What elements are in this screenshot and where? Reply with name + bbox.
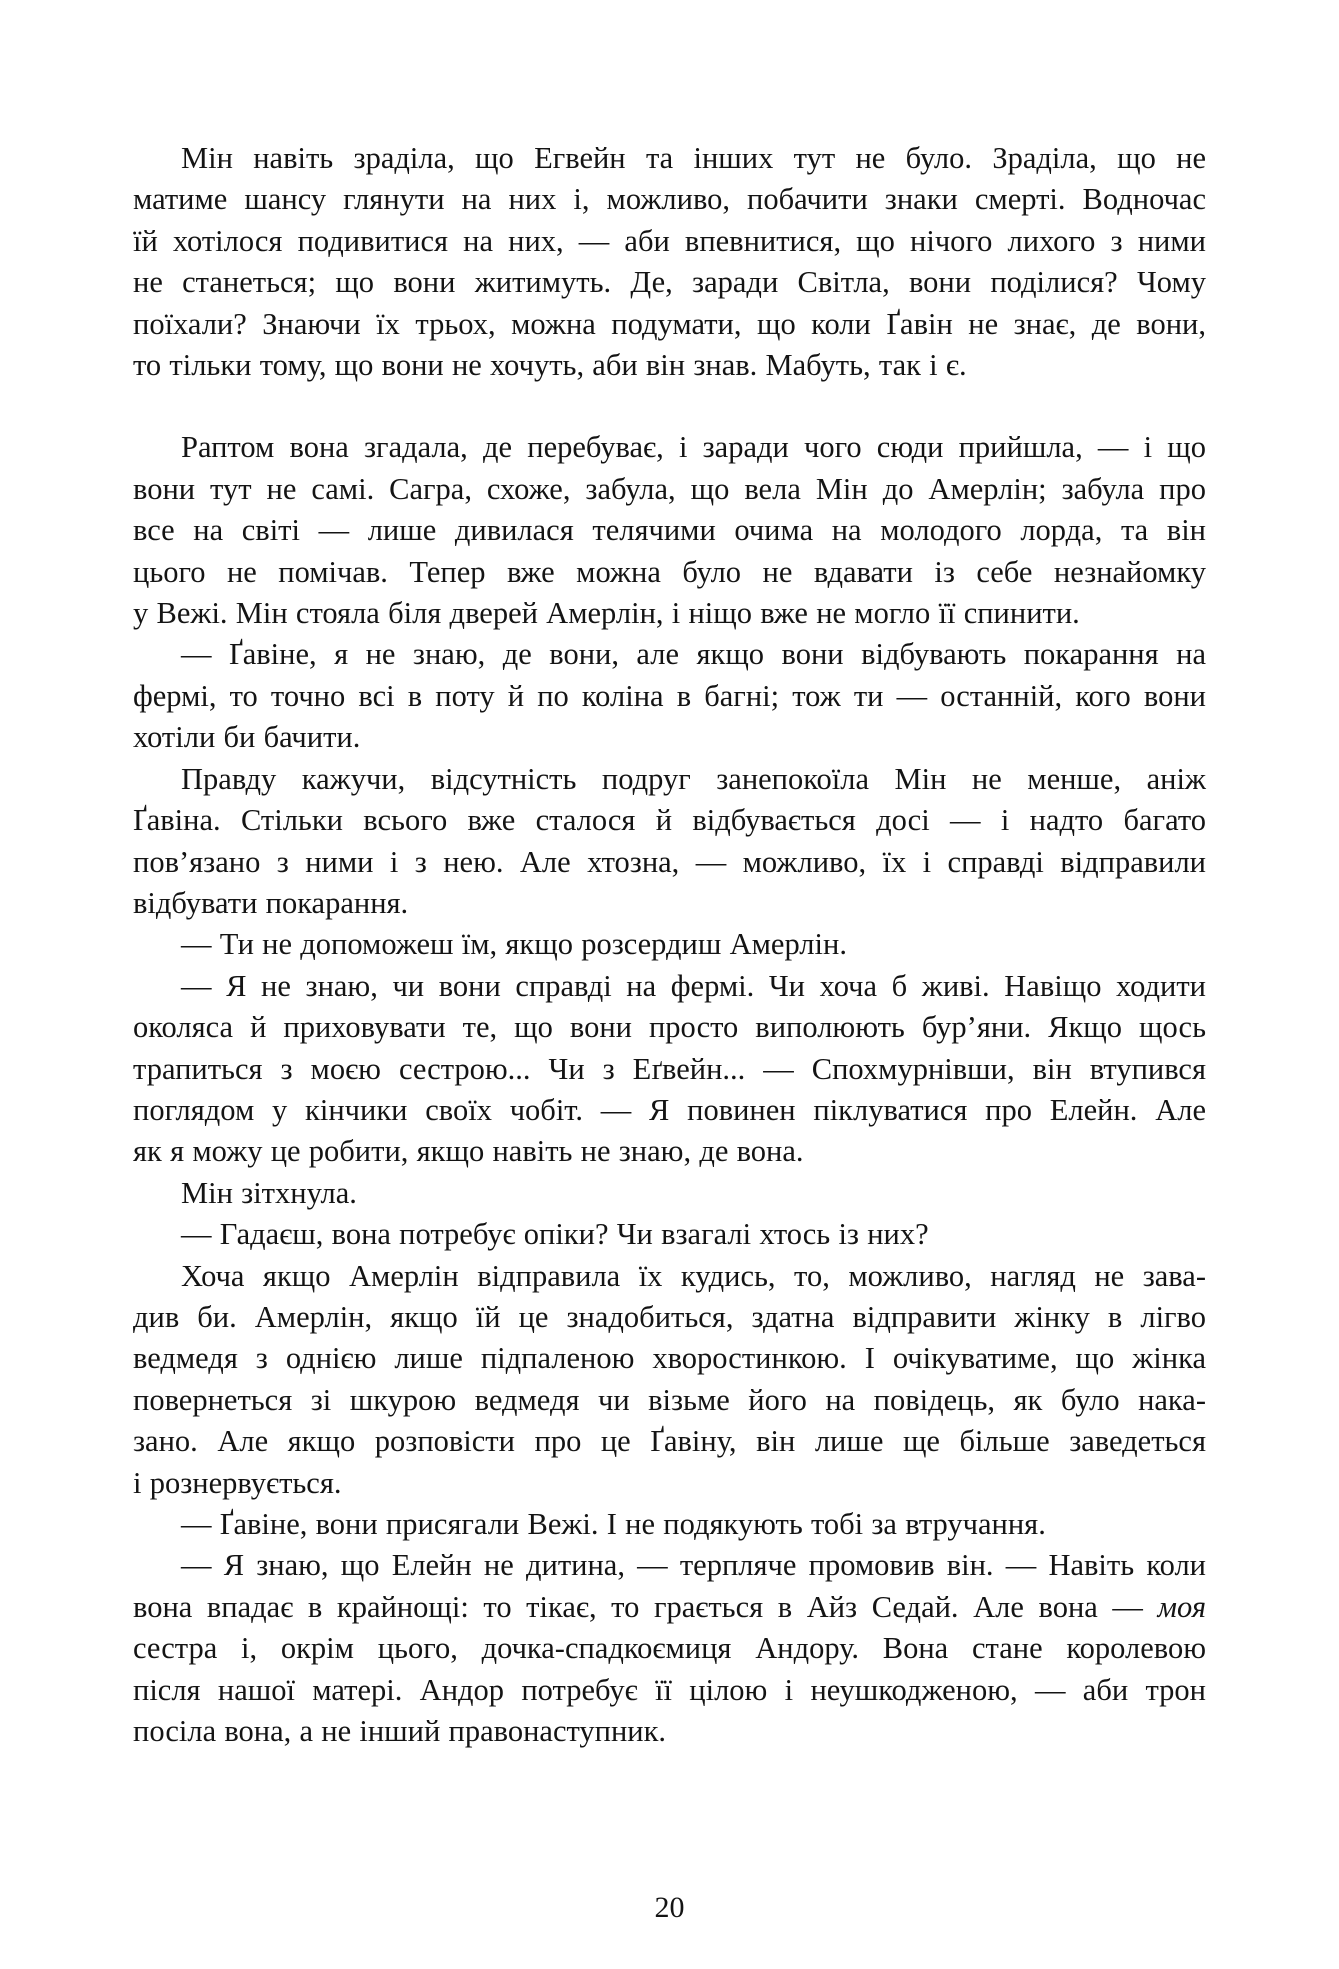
paragraph: [133, 1256, 1206, 1504]
paragraph: [133, 924, 1206, 965]
text-segment: Раптом вона згадала, де перебуває, і заради чого сюди прийшла, — і що: [181, 430, 1206, 465]
text-line: [133, 221, 1206, 262]
text-segment: після нашої матері. Андор потребує її цілою і неушкодженою, — аби трон: [133, 1672, 1206, 1707]
paragraph: [133, 1214, 1206, 1255]
text-line: [133, 138, 1206, 179]
text-line: [133, 1421, 1206, 1462]
text-line: [133, 717, 1206, 758]
text-segment: то тільки тому, що вони не хочуть, аби він знав. Мабуть, так і є.: [133, 348, 967, 383]
emphasized-text: моя: [1157, 1589, 1206, 1624]
text-segment: не станеться; що вони житимуть. Де, заради Світла, вони поділися? Чому: [133, 265, 1206, 300]
text-line: [133, 842, 1206, 883]
text-segment: — Я знаю, що Елейн не дитина, — терпляче промовив він. — Навіть коли: [181, 1548, 1206, 1583]
text-line: [133, 1670, 1206, 1711]
text-segment: фермі, то точно всі в поту й по коліна в багні; тож ти — останній, кого вони: [133, 678, 1206, 713]
text-line: [133, 1007, 1206, 1048]
paragraph: [133, 1173, 1206, 1214]
text-segment: як я можу це робити, якщо навіть не знаю, де вона.: [133, 1134, 804, 1169]
text-segment: — Гадаєш, вона потребує опіки? Чи взагалі хтось із них?: [181, 1217, 929, 1252]
text-line: [133, 552, 1206, 593]
text-segment: — Ґавіне, я не знаю, де вони, але якщо вони відбувають покарання на: [181, 637, 1206, 672]
text-line: [133, 634, 1206, 675]
text-line: [133, 676, 1206, 717]
text-line: [133, 1711, 1206, 1752]
text-line: [133, 262, 1206, 303]
text-segment: матиме шансу глянути на них і, можливо, побачити знаки смерті. Водночас: [133, 182, 1206, 217]
text-segment: і рознервується.: [133, 1465, 342, 1500]
text-line: [133, 593, 1206, 634]
scene-break: [133, 386, 1206, 427]
text-line: [133, 1545, 1206, 1586]
text-segment: див би. Амерлін, якщо їй це знадобиться, здатна відправити жінку в лігво: [133, 1299, 1206, 1334]
text-segment: Мін навіть зраділа, що Егвейн та інших тут не було. Зраділа, що не: [181, 141, 1206, 175]
text-segment: їй хотілося подивитися на них, — аби впевнитися, що нічого лихого з ними: [133, 223, 1206, 258]
text-segment: ведмедя з однією лише підпаленою хворостинкою. І очікуватиме, що жінка: [133, 1341, 1206, 1376]
text-segment: — Ґавіне, вони присягали Вежі. І не подякують тобі за втручання.: [181, 1507, 1046, 1541]
text-segment: Мін зітхнула.: [181, 1175, 357, 1210]
text-line: [133, 304, 1206, 345]
text-segment: — Я не знаю, чи вони справді на фермі. Чи хоча б живі. Навіщо ходити: [181, 968, 1206, 1003]
text-segment: цього не помічав. Тепер вже можна було не вдавати із себе незнайомку: [133, 554, 1206, 589]
text-line: [133, 1173, 1206, 1214]
text-line: [133, 883, 1206, 924]
text-line: [133, 1338, 1206, 1379]
text-line: [133, 1214, 1206, 1255]
text-line: [133, 1297, 1206, 1338]
text-segment: околяса й приховувати те, що вони просто виполюють бур’яни. Якщо щось: [133, 1010, 1206, 1045]
text-line: [133, 1131, 1206, 1172]
page-number: 20: [654, 1891, 685, 1924]
text-segment: відбувати покарання.: [133, 885, 409, 920]
text-segment: пов’язано з ними і з нею. Але хтозна, — можливо, їх і справді відправили: [133, 844, 1206, 879]
paragraph: [133, 759, 1206, 925]
text-line: [133, 1587, 1206, 1628]
text-line: [133, 1628, 1206, 1669]
text-line: [133, 1090, 1206, 1131]
text-segment: все на світі — лише дивилася телячими очима на молодого лорда, та він: [133, 513, 1206, 548]
paragraph: [133, 966, 1206, 1173]
paragraph: [133, 1545, 1206, 1752]
text-line: [133, 510, 1206, 551]
paragraph: [133, 1504, 1206, 1545]
text-segment: поїхали? Знаючи їх трьох, можна подумати, що коли Ґавін не знає, де вони,: [133, 306, 1206, 341]
text-segment: хотіли би бачити.: [133, 720, 361, 755]
text-segment: сестра і, окрім цього, дочка-спадкоємиця Андору. Вона стане королевою: [133, 1631, 1206, 1666]
text-line: [133, 1463, 1206, 1504]
paragraph: [133, 427, 1206, 634]
text-segment: у Вежі. Мін стояла біля дверей Амерлін, і ніщо вже не могло її спинити.: [133, 596, 1080, 631]
text-segment: вони тут не самі. Сагра, схоже, забула, що вела Мін до Амерлін; забула про: [133, 471, 1206, 506]
text-line: [133, 469, 1206, 510]
text-line: [133, 427, 1206, 468]
text-line: [133, 966, 1206, 1007]
text-segment: зано. Але якщо розповісти про це Ґавіну, він лише ще більше заведеться: [133, 1424, 1206, 1459]
text-segment: поглядом у кінчики своїх чобіт. — Я повинен піклуватися про Елейн. Але: [133, 1092, 1206, 1127]
paragraph: [133, 138, 1206, 386]
text-segment: посіла вона, а не інший правонаступник.: [133, 1714, 667, 1749]
text-line: [133, 800, 1206, 841]
text-segment: — Ти не допоможеш їм, якщо розсердиш Амерлін.: [181, 927, 847, 962]
text-segment: вона впадає в крайнощі: то тікає, то грається в Айз Седай. Але вона —: [133, 1589, 1158, 1624]
paragraph: [133, 634, 1206, 758]
text-segment: Правду кажучи, відсутність подруг занепокоїла Мін не менше, аніж: [181, 761, 1206, 796]
text-line: [133, 924, 1206, 965]
text-line: [133, 179, 1206, 220]
text-line: [133, 1380, 1206, 1421]
text-line: [133, 1256, 1206, 1297]
text-line: [133, 759, 1206, 800]
page-text-block: [133, 138, 1206, 1752]
text-line: [133, 345, 1206, 386]
text-line: [133, 1504, 1206, 1545]
text-segment: Хоча якщо Амерлін відправила їх кудись, то, можливо, нагляд не зава-: [181, 1258, 1206, 1293]
text-segment: трапиться з моєю сестрою... Чи з Еґвейн... — Спохмурнівши, він втупився: [133, 1051, 1206, 1086]
text-segment: Ґавіна. Стільки всього вже сталося й відбувається досі — і надто багато: [133, 803, 1206, 838]
text-segment: повернеться зі шкурою ведмедя чи візьме його на повідець, як було нака-: [133, 1382, 1206, 1417]
text-line: [133, 1049, 1206, 1090]
